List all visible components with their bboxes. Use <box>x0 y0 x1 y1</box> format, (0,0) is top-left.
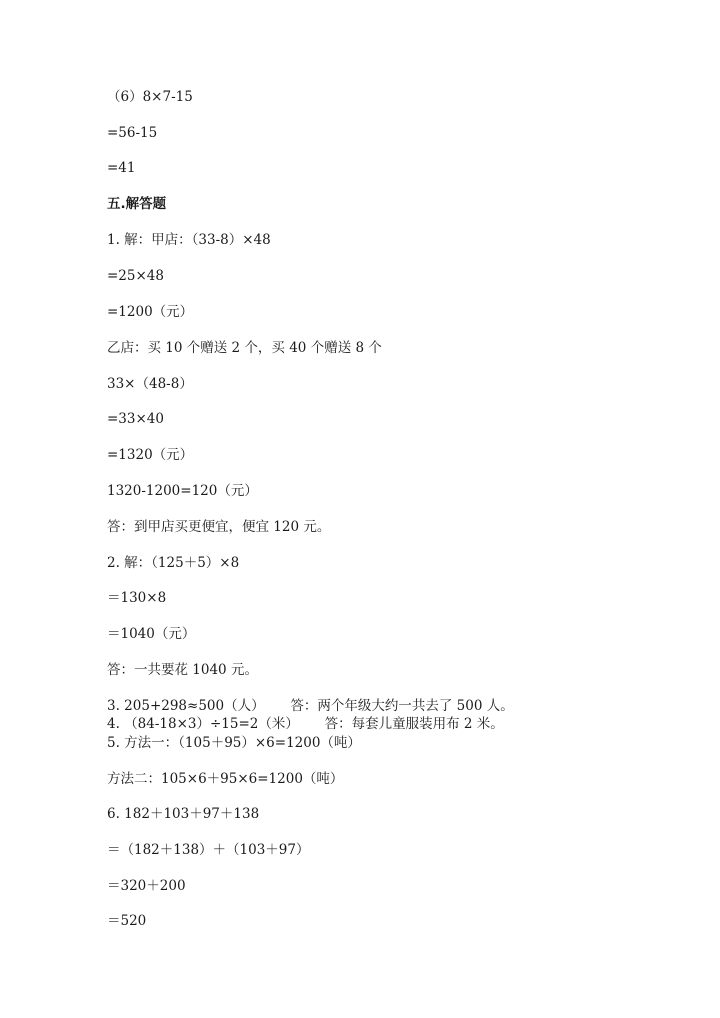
section-heading: 五.解答题 <box>107 196 167 212</box>
answer-1-conclusion: 答：到甲店买更便宜，便宜 120 元。 <box>107 519 331 535</box>
answer-1-line: 1. 解：甲店：（33-8）×48 <box>107 232 271 248</box>
answer-1-line: 1320-1200=120（元） <box>107 483 258 499</box>
calc-6-step-1: =56-15 <box>107 125 158 141</box>
answer-1-line: =1320（元） <box>107 447 194 463</box>
calc-6-expression: （6）8×7-15 <box>107 89 193 105</box>
answer-1-line: 乙店：买 10 个赠送 2 个，买 40 个赠送 8 个 <box>107 340 382 356</box>
answer-6-line: ＝（182＋138）＋（103＋97） <box>107 842 310 858</box>
answer-1-line: =25×48 <box>107 268 164 284</box>
answer-5-method-2: 方法二：105×6＋95×6=1200（吨） <box>107 771 344 787</box>
answer-6-line: 6. 182＋103＋97＋138 <box>107 806 260 822</box>
answer-2-line: ＝1040（元） <box>107 626 196 642</box>
answer-6-result: ＝520 <box>107 913 147 929</box>
answer-6-line: ＝320＋200 <box>107 878 186 894</box>
answer-1-line: 33×（48-8） <box>107 376 193 392</box>
answer-1-line: =1200（元） <box>107 304 194 320</box>
answer-3-line: 3. 205+298≈500（人） 答：两个年级大约一共去了 500 人。 <box>107 698 514 714</box>
answer-2-line: ＝130×8 <box>107 590 167 606</box>
calc-6-result: =41 <box>107 160 136 176</box>
answer-5-method-1: 5. 方法一：（105＋95）×6=1200（吨） <box>107 735 361 751</box>
answer-2-conclusion: 答：一共要花 1040 元。 <box>107 662 258 678</box>
answer-2-line: 2. 解：（125＋5）×8 <box>107 555 240 571</box>
answer-4-line: 4. （84-18×3）÷15=2（米） 答：每套儿童服装用布 2 米。 <box>107 716 504 732</box>
answer-1-line: =33×40 <box>107 411 164 427</box>
